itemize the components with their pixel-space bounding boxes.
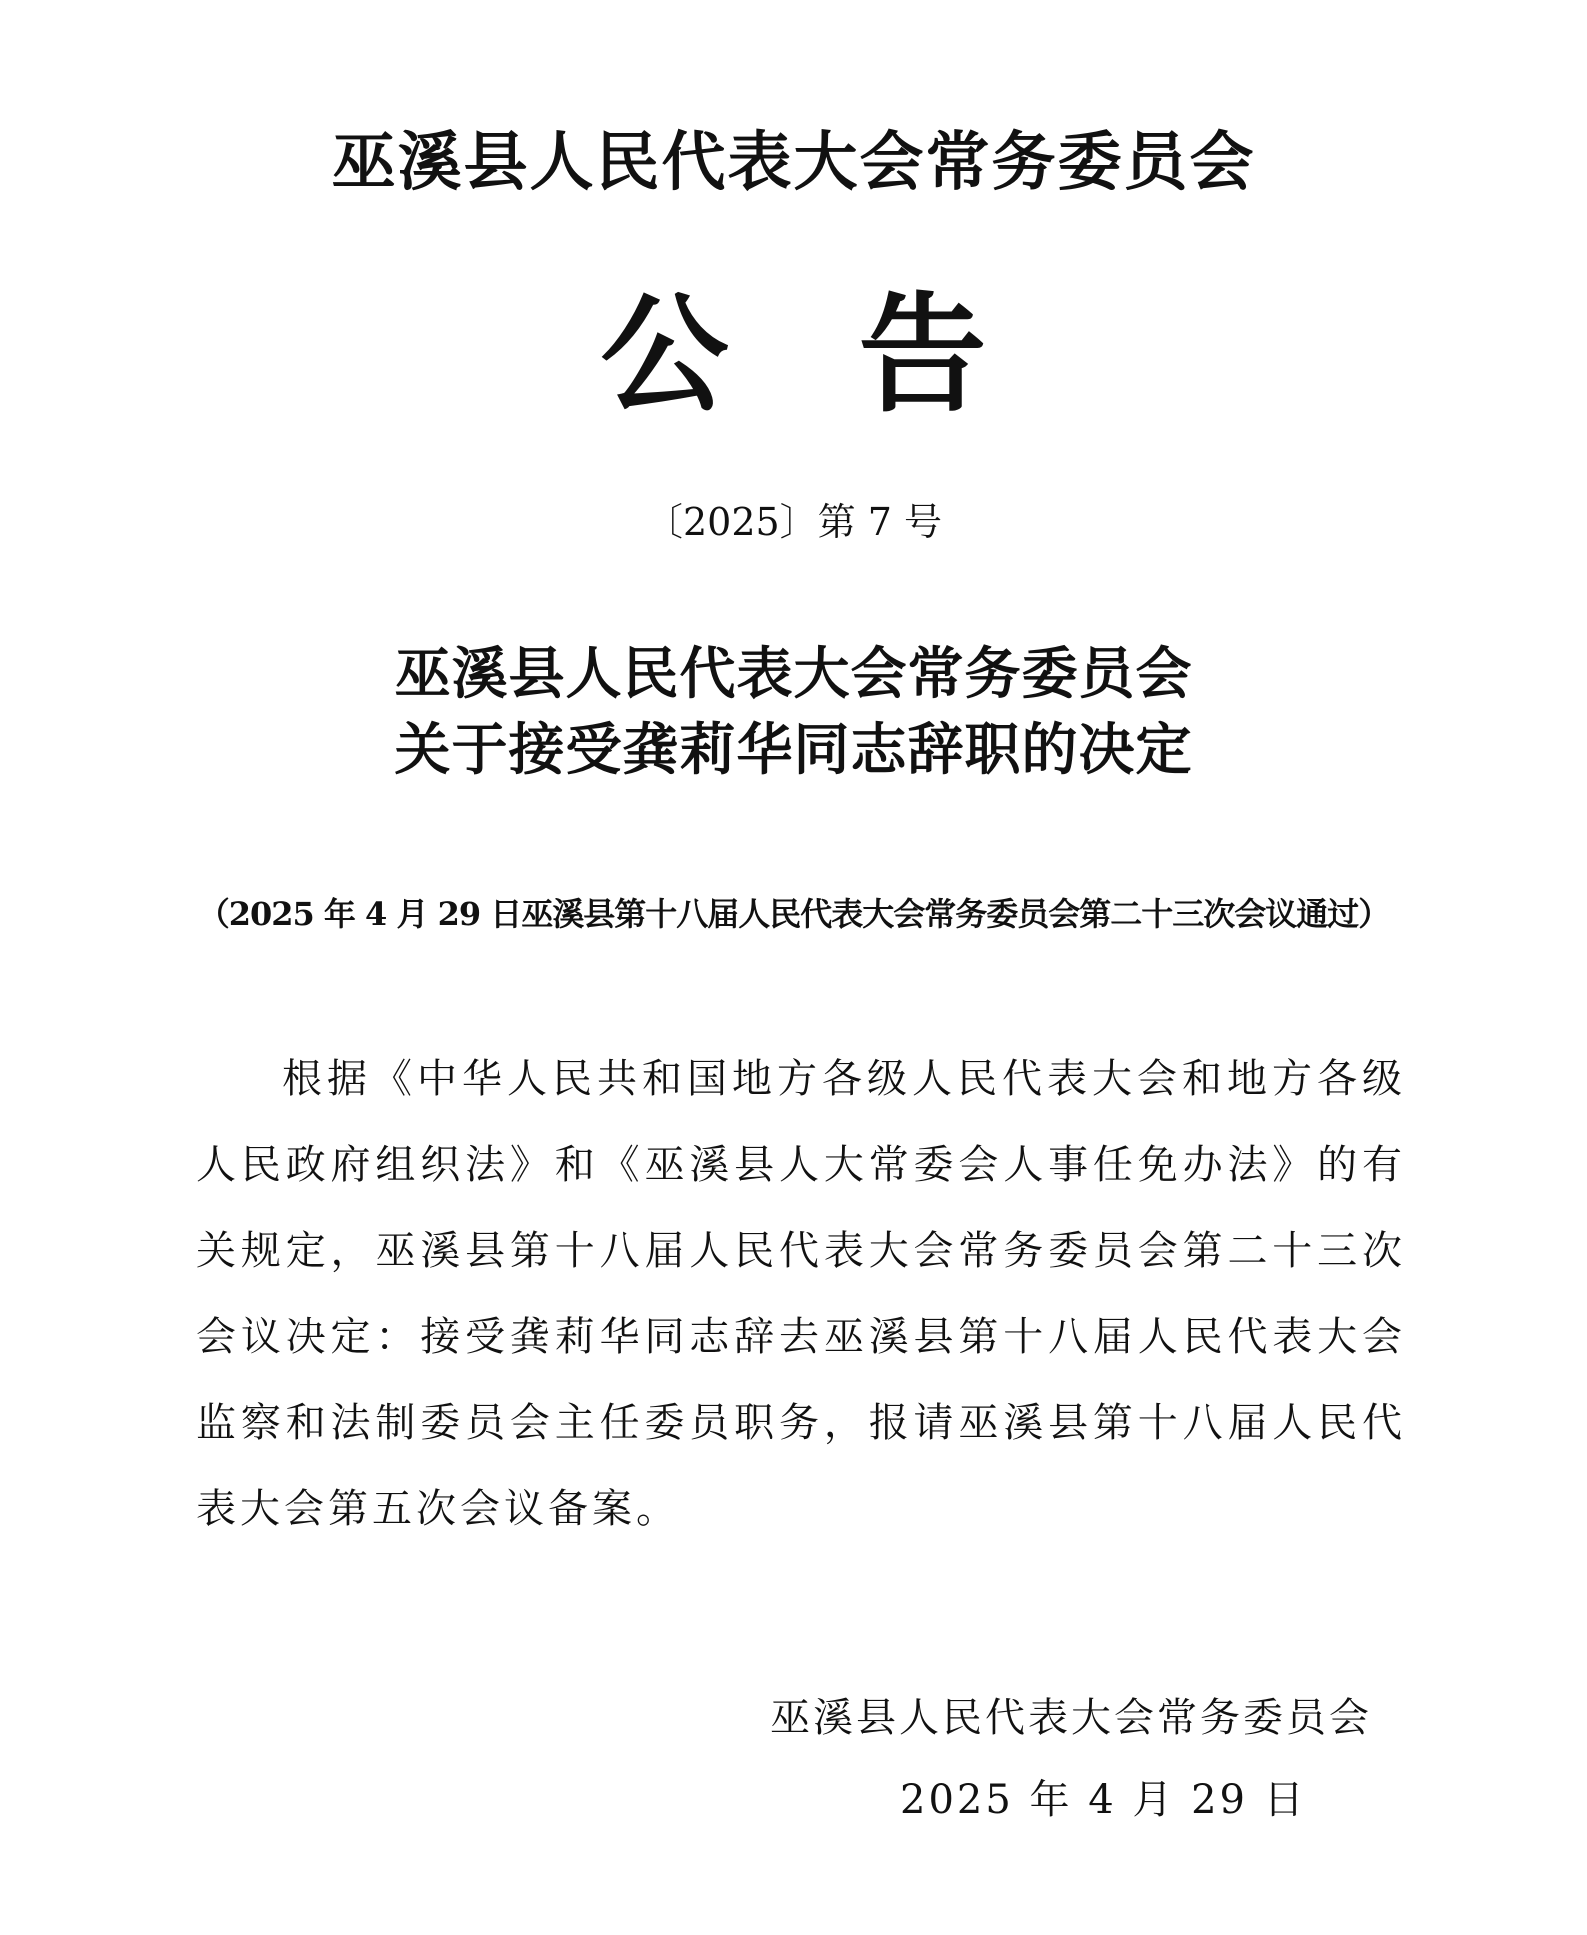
decision-title-line-2: 关于接受龚莉华同志辞职的决定 <box>394 717 1193 783</box>
issuing-organization-header: 巫溪县人民代表大会常务委员会 <box>331 125 1256 200</box>
notice-title-char-1: 公 <box>600 280 729 430</box>
decision-title <box>0 636 1587 788</box>
decision-title-line-1: 巫溪县人民代表大会常务委员会 <box>394 641 1193 707</box>
body-paragraph: 根据《中华人民共和国地方各级人民代表大会和地方各级人民政府组织法》和《巫溪县人大常委会人事任免办法》的有关规定，巫溪县第十八届人民代表大会常务委员会第二十三次会议决定：接受龚莉华同志辞去巫溪县第十八届人民代表大会监察和法制委员会主任委员职务，报请巫溪县第十八届人民代表大会第五次会议备案。 <box>196 1056 1406 1532</box>
notice-title <box>0 280 1587 430</box>
adoption-note: （2025 年 4 月 29 日巫溪县第十八届人民代表大会常务委员会第二十三次会议通过） <box>197 895 1390 933</box>
document-number: 〔2025〕第 7 号 <box>644 500 943 544</box>
signature-date: 2025 年 4 月 29 日 <box>900 1777 1307 1823</box>
decision-body <box>196 1036 1406 1552</box>
signature-organization: 巫溪县人民代表大会常务委员会 <box>770 1695 1372 1741</box>
notice-title-char-2: 告 <box>858 280 987 430</box>
